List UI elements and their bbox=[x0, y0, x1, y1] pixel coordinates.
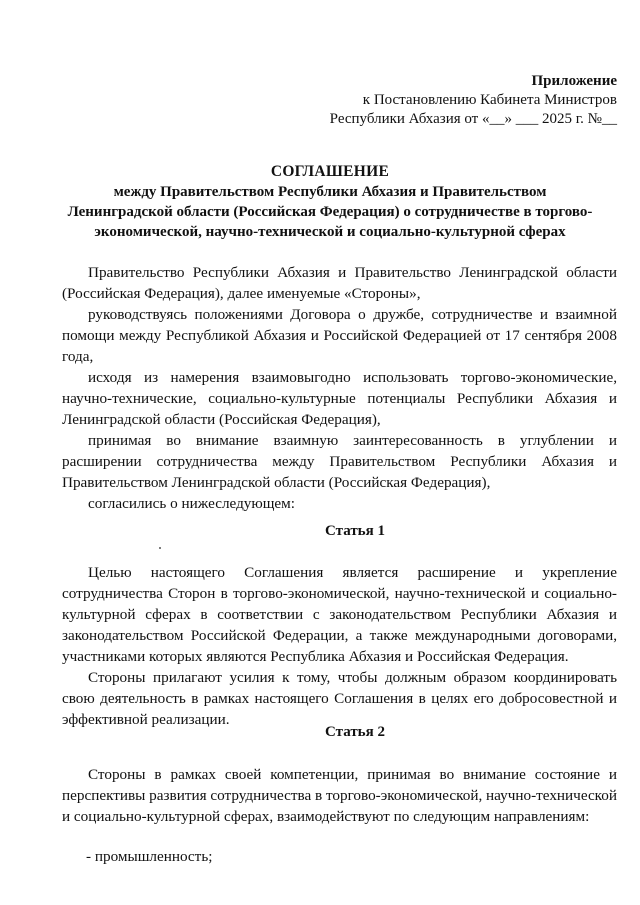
preamble bbox=[62, 262, 617, 514]
title-subtitle-line-1: между Правительством Республики Абхазия и Правительством bbox=[113, 184, 547, 200]
appendix-label: Приложение bbox=[531, 73, 617, 89]
preamble-paragraph: Правительство Республики Абхазия и Правительство Ленинградской области (Российская Федерация), далее именуемые «Стороны», bbox=[62, 264, 617, 302]
preamble-paragraph: принимая во внимание взаимную заинтересованность в углублении и расширении сотрудничества между Правительством Республики Абхазия и Правительством Ленинградской области (Российская Федерация), bbox=[62, 432, 617, 491]
title-main: СОГЛАШЕНИЕ bbox=[270, 163, 390, 180]
document-title bbox=[60, 162, 600, 242]
preamble-paragraph: исходя из намерения взаимовыгодно использовать торгово-экономические, научно-технические, социально-культурные потенциалы Республики Абхазия и Ленинградской области (Российская Федерация), bbox=[62, 369, 617, 428]
article-1-paragraph: Стороны прилагают усилия к тому, чтобы должным образом координировать свою деятельность в рамках настоящего Соглашения в целях его добросовестной и эффективной реализации. bbox=[62, 669, 617, 728]
article-2-paragraph: Стороны в рамках своей компетенции, принимая во внимание состояние и перспективы развития сотрудничества в торгово-экономической, научно-технической и социально-культурной сферах, взаимодействуют по следующим направлениям: bbox=[62, 766, 618, 825]
appendix-header bbox=[330, 72, 617, 129]
preamble-paragraph: руководствуясь положениями Договора о дружбе, сотрудничестве и взаимной помощи между Республикой Абхазия и Российской Федерацией от 17 сентября 2008 года, bbox=[62, 306, 617, 365]
preamble-paragraph: согласились о нижеследующем: bbox=[88, 495, 296, 512]
article-1-heading: Статья 1 bbox=[325, 523, 385, 539]
appendix-reference: к Постановлению Кабинета Министров bbox=[362, 92, 617, 108]
article-1-body bbox=[62, 562, 617, 730]
appendix-date-number: Республики Абхазия от «__» ___ 2025 г. №__ bbox=[329, 111, 617, 127]
scan-speck bbox=[159, 547, 161, 549]
article-1-paragraph: Целью настоящего Соглашения является расширение и укрепление сотрудничества Сторон в торгово-экономической, научно-технической и социально-культурной сферах в соответствии с законодательством Республики Абхазия и законодательством Российской Федерации, а также международными договорами, участниками которых являются Республика Абхазия и Российская Федерация. bbox=[62, 564, 617, 665]
title-subtitle-line-3: экономической, научно-технической и социально-культурной сферах bbox=[94, 224, 566, 240]
article-2-heading: Статья 2 bbox=[325, 724, 385, 740]
title-subtitle-line-2: Ленинградской области (Российская Федерация) о сотрудничестве в торгово- bbox=[67, 204, 593, 220]
direction-list-item: - промышленность; bbox=[86, 848, 213, 865]
article-2-body bbox=[62, 764, 618, 827]
